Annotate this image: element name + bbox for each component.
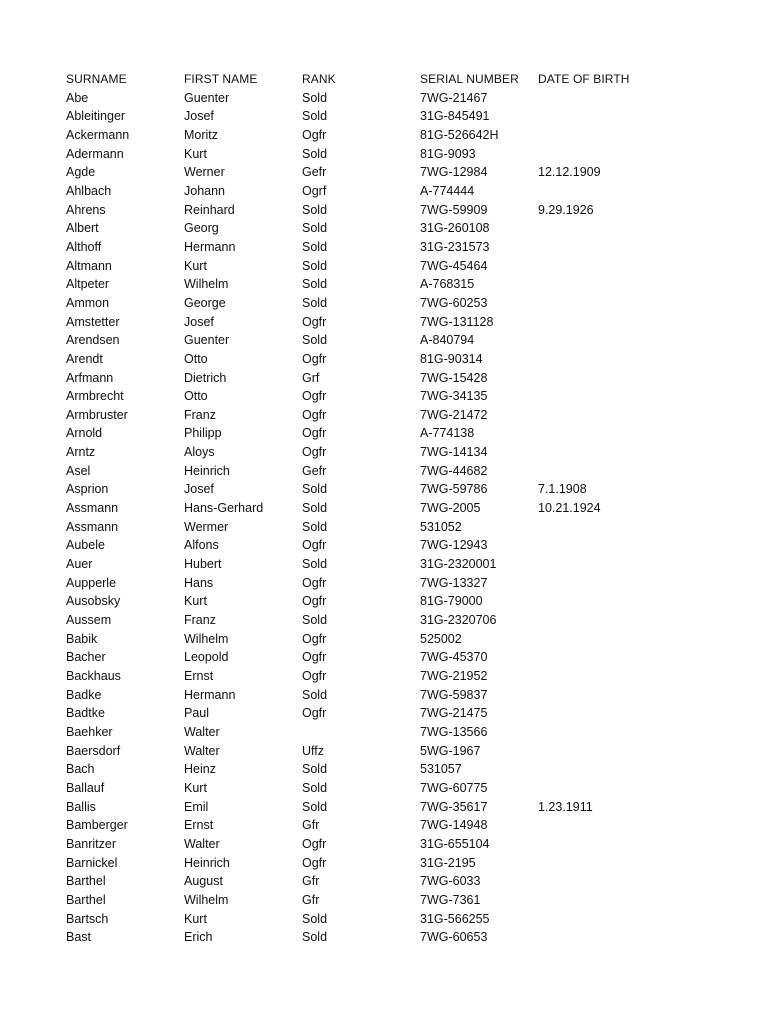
rank-cell: Sold — [302, 930, 328, 945]
table-row — [66, 854, 648, 873]
date-of-birth-cell — [538, 275, 648, 294]
serial-number-cell: 7WG-14134 — [420, 445, 488, 460]
first-name-cell: Emil — [184, 799, 209, 814]
date-of-birth-cell: 1.23.1911 — [538, 799, 593, 814]
table-row — [66, 462, 648, 481]
rank-cell: Sold — [302, 90, 328, 105]
personnel-table — [66, 70, 648, 947]
first-name-cell: George — [184, 295, 226, 310]
rank-cell: Ogfr — [302, 836, 327, 851]
table-row — [66, 686, 648, 705]
rank-cell: Ogfr — [302, 407, 327, 422]
date-of-birth-cell — [538, 928, 648, 947]
rank-cell: Sold — [302, 109, 328, 124]
rank-cell: Ogfr — [302, 706, 327, 721]
surname-cell: Ackermann — [66, 127, 130, 142]
column-header-date-of-birth: DATE OF BIRTH — [538, 72, 630, 86]
table-row — [66, 145, 648, 164]
surname-cell: Baersdorf — [66, 743, 121, 758]
serial-number-cell: A-774138 — [420, 426, 475, 441]
first-name-cell: Johann — [184, 183, 226, 198]
first-name-cell: Alfons — [184, 538, 219, 553]
serial-number-cell: 81G-526642H — [420, 127, 499, 142]
rank-cell: Ogfr — [302, 389, 327, 404]
date-of-birth-cell — [538, 238, 648, 257]
table-row — [66, 648, 648, 667]
surname-cell: Bamberger — [66, 818, 128, 833]
rank-cell: Sold — [302, 221, 328, 236]
first-name-cell: Georg — [184, 221, 219, 236]
first-name-cell: Reinhard — [184, 202, 235, 217]
serial-number-cell: 7WG-60653 — [420, 930, 488, 945]
header-row — [66, 70, 648, 89]
table-row — [66, 704, 648, 723]
table-row — [66, 798, 648, 817]
serial-number-cell: A-840794 — [420, 333, 475, 348]
table-body — [66, 89, 648, 947]
date-of-birth-cell — [538, 835, 648, 854]
serial-number-cell: 7WG-59909 — [420, 202, 488, 217]
surname-cell: Barthel — [66, 892, 106, 907]
date-of-birth-cell — [538, 779, 648, 798]
table-row — [66, 835, 648, 854]
date-of-birth-cell — [538, 462, 648, 481]
rank-cell: Gefr — [302, 463, 327, 478]
surname-cell: Ahrens — [66, 202, 106, 217]
rank-cell: Sold — [302, 613, 328, 628]
table-row — [66, 499, 648, 518]
date-of-birth-cell — [538, 369, 648, 388]
serial-number-cell: 7WG-12984 — [420, 165, 488, 180]
date-of-birth-cell — [538, 816, 648, 835]
table-row — [66, 275, 648, 294]
surname-cell: Arnold — [66, 426, 103, 441]
first-name-cell: Moritz — [184, 127, 219, 142]
surname-cell: Aussem — [66, 613, 112, 628]
surname-cell: Ahlbach — [66, 183, 112, 198]
surname-cell: Altmann — [66, 258, 112, 273]
first-name-cell: Josef — [184, 314, 214, 329]
table-row — [66, 369, 648, 388]
table-row — [66, 480, 648, 499]
surname-cell: Assmann — [66, 501, 119, 516]
surname-cell: Arfmann — [66, 370, 114, 385]
first-name-cell: Guenter — [184, 90, 230, 105]
serial-number-cell: 7WG-21472 — [420, 407, 488, 422]
rank-cell: Sold — [302, 780, 328, 795]
rank-cell: Gfr — [302, 874, 320, 889]
date-of-birth-cell — [538, 387, 648, 406]
date-of-birth-cell — [538, 667, 648, 686]
first-name-cell: Heinz — [184, 762, 216, 777]
date-of-birth-cell — [538, 126, 648, 145]
date-of-birth-cell: 9.29.1926 — [538, 202, 594, 217]
surname-cell: Amstetter — [66, 314, 120, 329]
serial-number-cell: 7WG-60253 — [420, 295, 488, 310]
serial-number-cell: 7WG-34135 — [420, 389, 488, 404]
serial-number-cell: 81G-90314 — [420, 351, 483, 366]
table-row — [66, 742, 648, 761]
table-row — [66, 630, 648, 649]
first-name-cell: Leopold — [184, 650, 229, 665]
serial-number-cell: 7WG-21475 — [420, 706, 488, 721]
serial-number-cell: 31G-231573 — [420, 239, 490, 254]
serial-number-cell: 7WG-59837 — [420, 687, 488, 702]
surname-cell: Backhaus — [66, 669, 121, 683]
date-of-birth-cell: 7.1.1908 — [538, 482, 587, 497]
serial-number-cell: 7WG-59786 — [420, 482, 488, 497]
serial-number-cell: 7WG-21952 — [420, 669, 488, 683]
first-name-cell: Hans — [184, 575, 214, 590]
first-name-cell: Paul — [184, 706, 210, 721]
serial-number-cell: 7WG-60775 — [420, 780, 488, 795]
rank-cell: Ogfr — [302, 538, 327, 553]
date-of-birth-cell — [538, 574, 648, 593]
surname-cell: Asprion — [66, 482, 109, 497]
table-row — [66, 219, 648, 238]
surname-cell: Barnickel — [66, 855, 118, 870]
serial-number-cell: 7WG-35617 — [420, 799, 488, 814]
table-row — [66, 182, 648, 201]
first-name-cell: Otto — [184, 351, 208, 366]
column-header-serial-number: SERIAL NUMBER — [420, 72, 519, 86]
rank-cell: Grf — [302, 370, 320, 385]
rank-cell: Sold — [302, 482, 328, 497]
first-name-cell: Hans-Gerhard — [184, 501, 264, 516]
surname-cell: Armbruster — [66, 407, 128, 422]
surname-cell: Aubele — [66, 538, 105, 553]
serial-number-cell: 31G-2320001 — [420, 557, 497, 572]
surname-cell: Armbrecht — [66, 389, 124, 404]
first-name-cell: Hermann — [184, 239, 236, 254]
surname-cell: Abe — [66, 90, 89, 105]
rank-cell: Ogfr — [302, 575, 327, 590]
surname-cell: Bast — [66, 930, 92, 945]
rank-cell: Uffz — [302, 743, 324, 758]
serial-number-cell: 31G-2320706 — [420, 613, 497, 628]
serial-number-cell: 31G-260108 — [420, 221, 490, 236]
surname-cell: Ableitinger — [66, 109, 126, 124]
rank-cell: Gfr — [302, 818, 320, 833]
first-name-cell: Hermann — [184, 687, 236, 702]
table-row — [66, 424, 648, 443]
rank-cell: Sold — [302, 799, 328, 814]
serial-number-cell: 7WG-15428 — [420, 370, 488, 385]
surname-cell: Arntz — [66, 445, 96, 460]
surname-cell: Assmann — [66, 519, 119, 534]
first-name-cell: Hubert — [184, 557, 222, 572]
rank-cell: Ogrf — [302, 183, 327, 198]
date-of-birth-cell: 12.12.1909 — [538, 165, 601, 180]
date-of-birth-cell — [538, 406, 648, 425]
first-name-cell: Guenter — [184, 333, 230, 348]
serial-number-cell: 7WG-14948 — [420, 818, 488, 833]
date-of-birth-cell — [538, 89, 648, 108]
surname-cell: Asel — [66, 463, 91, 478]
date-of-birth-cell — [538, 313, 648, 332]
date-of-birth-cell: 10.21.1924 — [538, 501, 601, 516]
date-of-birth-cell — [538, 518, 648, 537]
first-name-cell: Ernst — [184, 818, 214, 833]
surname-cell: Bach — [66, 762, 95, 777]
table-row — [66, 89, 648, 108]
table-row — [66, 518, 648, 537]
surname-cell: Arendt — [66, 351, 103, 366]
table-row — [66, 910, 648, 929]
table-row — [66, 928, 648, 947]
rank-cell: Ogfr — [302, 314, 327, 329]
serial-number-cell: A-774444 — [420, 183, 475, 198]
rank-cell: Sold — [302, 333, 328, 348]
date-of-birth-cell — [538, 145, 648, 164]
date-of-birth-cell — [538, 350, 648, 369]
surname-cell: Babik — [66, 631, 98, 646]
rank-cell: Sold — [302, 295, 328, 310]
serial-number-cell: 531057 — [420, 762, 462, 777]
surname-cell: Barthel — [66, 874, 106, 889]
first-name-cell: Walter — [184, 724, 220, 739]
table-row — [66, 107, 648, 126]
date-of-birth-cell — [538, 555, 648, 574]
date-of-birth-cell — [538, 424, 648, 443]
first-name-cell: Walter — [184, 743, 220, 758]
surname-cell: Althoff — [66, 239, 102, 254]
first-name-cell: Wilhelm — [184, 631, 229, 646]
table-row — [66, 443, 648, 462]
table-row — [66, 611, 648, 630]
rank-cell — [302, 723, 420, 742]
rank-cell: Ogfr — [302, 351, 327, 366]
date-of-birth-cell — [538, 891, 648, 910]
serial-number-cell: 531052 — [420, 519, 462, 534]
surname-cell: Auer — [66, 557, 93, 572]
serial-number-cell: 31G-2195 — [420, 855, 476, 870]
rank-cell: Ogfr — [302, 631, 327, 646]
serial-number-cell: 7WG-12943 — [420, 538, 488, 553]
table-row — [66, 201, 648, 220]
first-name-cell: Dietrich — [184, 370, 227, 385]
first-name-cell: Kurt — [184, 780, 207, 795]
surname-cell: Banritzer — [66, 836, 117, 851]
date-of-birth-cell — [538, 872, 648, 891]
date-of-birth-cell — [538, 331, 648, 350]
date-of-birth-cell — [538, 854, 648, 873]
first-name-cell: Otto — [184, 389, 208, 404]
rank-cell: Sold — [302, 146, 328, 161]
first-name-cell: Franz — [184, 613, 216, 628]
first-name-cell: Werner — [184, 165, 225, 180]
rank-cell: Ogfr — [302, 445, 327, 460]
first-name-cell: Philipp — [184, 426, 222, 441]
date-of-birth-cell — [538, 704, 648, 723]
date-of-birth-cell — [538, 630, 648, 649]
date-of-birth-cell — [538, 742, 648, 761]
surname-cell: Adermann — [66, 146, 124, 161]
table-row — [66, 126, 648, 145]
surname-cell: Badke — [66, 687, 102, 702]
date-of-birth-cell — [538, 592, 648, 611]
first-name-cell: Heinrich — [184, 855, 230, 870]
serial-number-cell: 81G-9093 — [420, 146, 476, 161]
serial-number-cell: 7WG-13566 — [420, 724, 488, 739]
date-of-birth-cell — [538, 443, 648, 462]
first-name-cell: Wilhelm — [184, 277, 229, 292]
serial-number-cell: 7WG-7361 — [420, 892, 481, 907]
serial-number-cell: 7WG-2005 — [420, 501, 481, 516]
table-row — [66, 816, 648, 835]
surname-cell: Albert — [66, 221, 99, 236]
surname-cell: Ammon — [66, 295, 110, 310]
date-of-birth-cell — [538, 760, 648, 779]
rank-cell: Gfr — [302, 892, 320, 907]
serial-number-cell: 7WG-45370 — [420, 650, 488, 665]
surname-cell: Arendsen — [66, 333, 120, 348]
first-name-cell: Kurt — [184, 146, 207, 161]
first-name-cell: August — [184, 874, 223, 889]
serial-number-cell: 7WG-44682 — [420, 463, 488, 478]
first-name-cell: Wermer — [184, 519, 229, 534]
serial-number-cell: A-768315 — [420, 277, 475, 292]
surname-cell: Agde — [66, 165, 96, 180]
table-row — [66, 387, 648, 406]
serial-number-cell: 7WG-13327 — [420, 575, 488, 590]
date-of-birth-cell — [538, 686, 648, 705]
first-name-cell: Heinrich — [184, 463, 230, 478]
surname-cell: Ballauf — [66, 780, 105, 795]
date-of-birth-cell — [538, 107, 648, 126]
rank-cell: Sold — [302, 277, 328, 292]
surname-cell: Ballis — [66, 799, 96, 814]
table-row — [66, 592, 648, 611]
serial-number-cell: 31G-845491 — [420, 109, 490, 124]
serial-number-cell: 31G-655104 — [420, 836, 490, 851]
table-row — [66, 574, 648, 593]
date-of-birth-cell — [538, 611, 648, 630]
first-name-cell: Ernst — [184, 669, 214, 683]
date-of-birth-cell — [538, 182, 648, 201]
surname-cell: Ausobsky — [66, 594, 121, 609]
rank-cell: Sold — [302, 687, 328, 702]
serial-number-cell: 7WG-6033 — [420, 874, 481, 889]
rank-cell: Ogfr — [302, 855, 327, 870]
serial-number-cell: 7WG-21467 — [420, 90, 488, 105]
rank-cell: Sold — [302, 258, 328, 273]
date-of-birth-cell — [538, 648, 648, 667]
table-row — [66, 891, 648, 910]
first-name-cell: Josef — [184, 482, 214, 497]
table-row — [66, 238, 648, 257]
first-name-cell: Kurt — [184, 594, 207, 609]
first-name-cell: Kurt — [184, 258, 207, 273]
table-row — [66, 313, 648, 332]
serial-number-cell: 5WG-1967 — [420, 743, 481, 758]
date-of-birth-cell — [538, 910, 648, 929]
column-header-rank: RANK — [302, 72, 336, 86]
rank-cell: Sold — [302, 911, 328, 926]
rank-cell: Sold — [302, 239, 328, 254]
table-row — [66, 723, 648, 742]
first-name-cell: Kurt — [184, 911, 207, 926]
first-name-cell: Franz — [184, 407, 216, 422]
surname-cell: Bartsch — [66, 911, 109, 926]
rank-cell: Ogfr — [302, 127, 327, 142]
table-row — [66, 536, 648, 555]
serial-number-cell: 7WG-131128 — [420, 314, 494, 329]
surname-cell: Bacher — [66, 650, 106, 665]
serial-number-cell: 525002 — [420, 631, 462, 646]
table-row — [66, 760, 648, 779]
first-name-cell: Wilhelm — [184, 892, 229, 907]
date-of-birth-cell — [538, 723, 648, 742]
table-row — [66, 667, 648, 686]
table-row — [66, 555, 648, 574]
first-name-cell: Josef — [184, 109, 214, 124]
table-row — [66, 406, 648, 425]
rank-cell: Ogfr — [302, 426, 327, 441]
rank-cell: Gefr — [302, 165, 327, 180]
table-row — [66, 163, 648, 182]
table-row — [66, 779, 648, 798]
table-row — [66, 294, 648, 313]
first-name-cell: Walter — [184, 836, 220, 851]
surname-cell: Baehker — [66, 724, 113, 739]
table-row — [66, 257, 648, 276]
serial-number-cell: 31G-566255 — [420, 911, 490, 926]
rank-cell: Ogfr — [302, 669, 327, 683]
rank-cell: Ogfr — [302, 650, 327, 665]
first-name-cell: Aloys — [184, 445, 215, 460]
date-of-birth-cell — [538, 294, 648, 313]
rank-cell: Sold — [302, 557, 328, 572]
table-row — [66, 350, 648, 369]
table-row — [66, 331, 648, 350]
date-of-birth-cell — [538, 219, 648, 238]
column-header-surname: SURNAME — [66, 72, 127, 86]
first-name-cell: Erich — [184, 930, 213, 945]
rank-cell: Sold — [302, 501, 328, 516]
serial-number-cell: 81G-79000 — [420, 594, 483, 609]
serial-number-cell: 7WG-45464 — [420, 258, 488, 273]
rank-cell: Sold — [302, 519, 328, 534]
rank-cell: Sold — [302, 202, 328, 217]
rank-cell: Sold — [302, 762, 328, 777]
date-of-birth-cell — [538, 257, 648, 276]
table-row — [66, 872, 648, 891]
surname-cell: Altpeter — [66, 277, 110, 292]
date-of-birth-cell — [538, 536, 648, 555]
rank-cell: Ogfr — [302, 594, 327, 609]
surname-cell: Aupperle — [66, 575, 117, 590]
column-header-first-name: FIRST NAME — [184, 72, 258, 86]
surname-cell: Badtke — [66, 706, 105, 721]
